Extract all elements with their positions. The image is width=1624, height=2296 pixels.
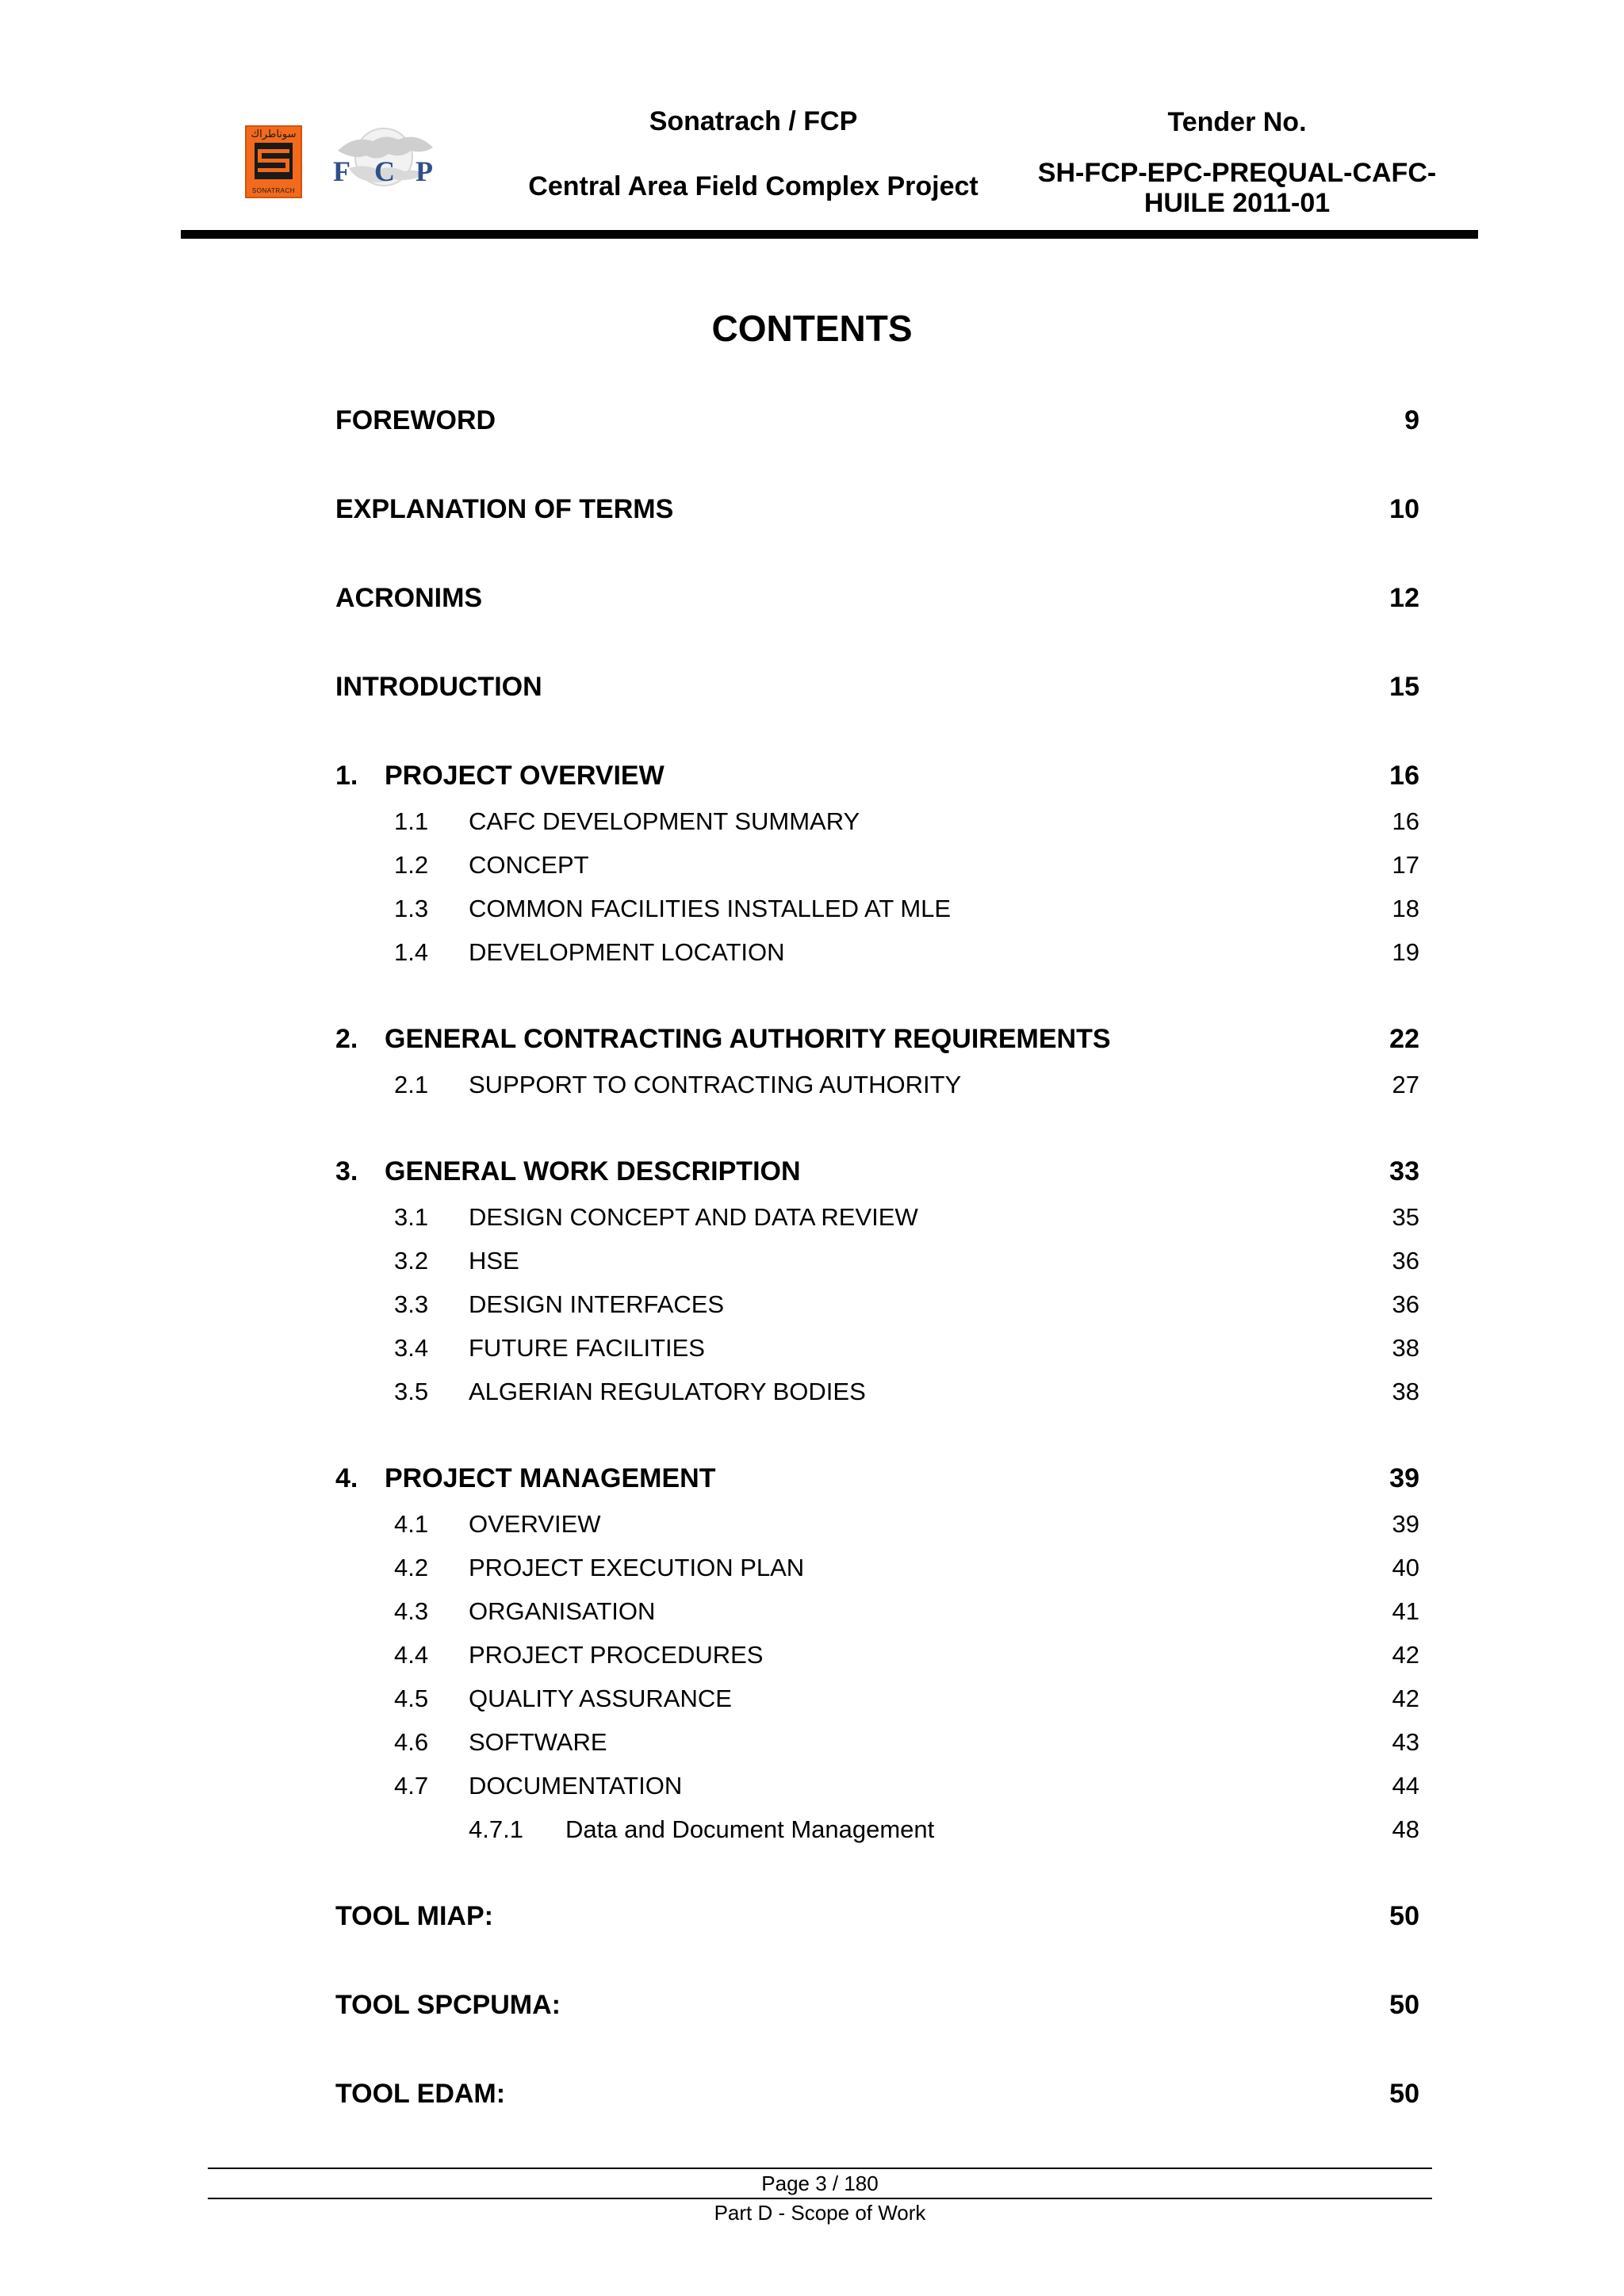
toc-page-number: 38 xyxy=(1392,1334,1419,1362)
toc-subentry[interactable] xyxy=(0,1593,1624,1631)
toc-subentry[interactable] xyxy=(0,1636,1624,1674)
header-company: Sonatrach / FCP xyxy=(649,106,858,136)
toc-entry[interactable] xyxy=(0,579,1624,617)
toc-subentry[interactable] xyxy=(0,933,1624,972)
toc-title: DESIGN INTERFACES xyxy=(469,1290,725,1318)
toc-subentry[interactable] xyxy=(0,1198,1624,1236)
toc-title: GENERAL WORK DESCRIPTION xyxy=(385,1156,801,1186)
toc-title: FOREWORD xyxy=(335,405,496,435)
toc-entry[interactable] xyxy=(0,757,1624,795)
toc-number: 4.2 xyxy=(394,1554,429,1581)
header-divider xyxy=(181,230,1478,239)
toc-title: TOOL MIAP: xyxy=(335,1901,493,1931)
header-tender-label: Tender No. xyxy=(1167,107,1307,137)
toc-number: 1.3 xyxy=(394,895,429,922)
toc-title: GENERAL CONTRACTING AUTHORITY REQUIREMENTS xyxy=(385,1024,1111,1054)
toc-number: 4.6 xyxy=(394,1728,429,1756)
toc-title: HSE xyxy=(469,1247,519,1274)
fcp-letter-p: P xyxy=(416,155,433,187)
toc-page-number: 50 xyxy=(1389,1990,1419,2020)
toc-page-number: 39 xyxy=(1389,1463,1419,1493)
toc-page-number: 43 xyxy=(1392,1728,1419,1756)
toc-subentry[interactable] xyxy=(0,803,1624,841)
sonatrach-logo-arabic: سوناطراك xyxy=(251,128,297,140)
toc-number: 4.1 xyxy=(394,1510,429,1538)
toc-title: ALGERIAN REGULATORY BODIES xyxy=(469,1378,866,1405)
toc-page-number: 44 xyxy=(1392,1772,1419,1800)
toc-title: ORGANISATION xyxy=(469,1597,656,1625)
toc-subentry[interactable] xyxy=(0,1066,1624,1104)
sonatrach-emblem-icon xyxy=(255,143,293,179)
toc-subentry[interactable] xyxy=(0,1329,1624,1367)
header-project: Central Area Field Complex Project xyxy=(528,171,979,201)
fcp-logo xyxy=(322,127,446,200)
toc-page-number: 50 xyxy=(1389,2079,1419,2109)
toc-title: CONCEPT xyxy=(469,851,589,879)
toc-number: 4.5 xyxy=(394,1685,429,1712)
toc-title: PROJECT MANAGEMENT xyxy=(385,1463,716,1493)
toc-number: 1. xyxy=(335,761,358,791)
toc-entry[interactable] xyxy=(0,1897,1624,1935)
toc-number: 2. xyxy=(335,1024,358,1054)
toc-page-number: 16 xyxy=(1389,761,1419,791)
toc-page-number: 17 xyxy=(1392,851,1419,879)
fcp-letter-f: F xyxy=(333,155,350,187)
toc-number: 3.2 xyxy=(394,1247,429,1274)
toc-title: SUPPORT TO CONTRACTING AUTHORITY xyxy=(469,1071,962,1098)
toc-number: 3.3 xyxy=(394,1290,429,1318)
toc-subentry[interactable] xyxy=(0,846,1624,884)
toc-page-number: 40 xyxy=(1392,1554,1419,1581)
toc-page-number: 33 xyxy=(1389,1156,1419,1186)
toc-page-number: 9 xyxy=(1404,405,1419,435)
sonatrach-logo xyxy=(245,125,302,198)
toc-number: 4.7.1 xyxy=(469,1815,523,1843)
toc-subentry[interactable] xyxy=(0,1680,1624,1718)
toc-title: PROJECT EXECUTION PLAN xyxy=(469,1554,805,1581)
toc-subentry[interactable] xyxy=(0,1723,1624,1761)
page-title: CONTENTS xyxy=(711,308,913,349)
toc-title: ACRONIMS xyxy=(335,583,483,613)
toc-title: INTRODUCTION xyxy=(335,672,542,702)
toc-title: DESIGN CONCEPT AND DATA REVIEW xyxy=(469,1203,918,1231)
toc-title: DOCUMENTATION xyxy=(469,1772,683,1800)
toc-title: CAFC DEVELOPMENT SUMMARY xyxy=(469,807,860,835)
toc-page-number: 50 xyxy=(1389,1901,1419,1931)
toc-page-number: 42 xyxy=(1392,1685,1419,1712)
toc-subentry[interactable] xyxy=(0,1242,1624,1280)
fcp-letter-c: C xyxy=(374,155,395,187)
toc-number: 1.4 xyxy=(394,938,429,966)
header-tender-number-line2: HUILE 2011-01 xyxy=(1143,188,1331,218)
toc-entry[interactable] xyxy=(0,1986,1624,2024)
toc-subentry[interactable] xyxy=(0,1767,1624,1805)
toc-subentry[interactable] xyxy=(0,1373,1624,1411)
toc-entry[interactable] xyxy=(0,668,1624,706)
toc-entry[interactable] xyxy=(0,401,1624,439)
toc-page-number: 36 xyxy=(1392,1247,1419,1274)
footer-page-number: Page 3 / 180 xyxy=(761,2171,879,2195)
toc-subentry[interactable] xyxy=(0,890,1624,928)
toc-page-number: 39 xyxy=(1392,1510,1419,1538)
toc-title: COMMON FACILITIES INSTALLED AT MLE xyxy=(469,895,952,922)
toc-number: 3.1 xyxy=(394,1203,429,1231)
toc-number: 2.1 xyxy=(394,1071,429,1098)
toc-page-number: 15 xyxy=(1389,672,1419,702)
toc-subentry[interactable] xyxy=(0,1286,1624,1324)
toc-page-number: 41 xyxy=(1392,1597,1419,1625)
toc-number: 3.4 xyxy=(394,1334,429,1362)
footer-part-label: Part D - Scope of Work xyxy=(714,2201,926,2225)
sonatrach-logo-text: SONATRACH xyxy=(251,187,296,194)
toc-page-number: 42 xyxy=(1392,1641,1419,1669)
toc-title: EXPLANATION OF TERMS xyxy=(335,494,674,524)
toc-subentry[interactable] xyxy=(0,1811,1624,1849)
footer-top-rule xyxy=(208,2168,1432,2169)
toc-title: PROJECT OVERVIEW xyxy=(385,761,665,791)
toc-title: TOOL SPCPUMA: xyxy=(335,1990,561,2020)
toc-subentry[interactable] xyxy=(0,1549,1624,1587)
toc-title: TOOL EDAM: xyxy=(335,2079,506,2109)
toc-title: OVERVIEW xyxy=(469,1510,601,1538)
toc-page-number: 16 xyxy=(1392,807,1419,835)
toc-page-number: 12 xyxy=(1389,583,1419,613)
toc-page-number: 18 xyxy=(1392,895,1419,922)
toc-title: QUALITY ASSURANCE xyxy=(469,1685,732,1712)
toc-entry[interactable] xyxy=(0,490,1624,528)
toc-entry[interactable] xyxy=(0,2075,1624,2113)
toc-subentry[interactable] xyxy=(0,1505,1624,1543)
toc-number: 3.5 xyxy=(394,1378,429,1405)
toc-entry[interactable] xyxy=(0,1020,1624,1058)
toc-title: DEVELOPMENT LOCATION xyxy=(469,938,785,966)
toc-number: 3. xyxy=(335,1156,358,1186)
toc-page-number: 22 xyxy=(1389,1024,1419,1054)
toc-number: 1.1 xyxy=(394,807,429,835)
toc-title: PROJECT PROCEDURES xyxy=(469,1641,764,1669)
toc-number: 4.4 xyxy=(394,1641,429,1669)
toc-title: SOFTWARE xyxy=(469,1728,607,1756)
toc-number: 4. xyxy=(335,1463,358,1493)
toc-page-number: 27 xyxy=(1392,1071,1419,1098)
toc-number: 4.7 xyxy=(394,1772,429,1800)
toc-page-number: 10 xyxy=(1389,494,1419,524)
toc-number: 1.2 xyxy=(394,851,429,879)
header-tender-number-line1: SH-FCP-EPC-PREQUAL-CAFC- xyxy=(1037,158,1437,188)
toc-number: 4.3 xyxy=(394,1597,429,1625)
toc-title: FUTURE FACILITIES xyxy=(469,1334,705,1362)
toc-page-number: 19 xyxy=(1392,938,1419,966)
toc-entry[interactable] xyxy=(0,1459,1624,1497)
toc-entry[interactable] xyxy=(0,1152,1624,1190)
toc-title: Data and Document Management xyxy=(565,1815,935,1843)
toc-page-number: 38 xyxy=(1392,1378,1419,1405)
toc-page-number: 48 xyxy=(1392,1815,1419,1843)
toc-page-number: 35 xyxy=(1392,1203,1419,1231)
toc-page-number: 36 xyxy=(1392,1290,1419,1318)
